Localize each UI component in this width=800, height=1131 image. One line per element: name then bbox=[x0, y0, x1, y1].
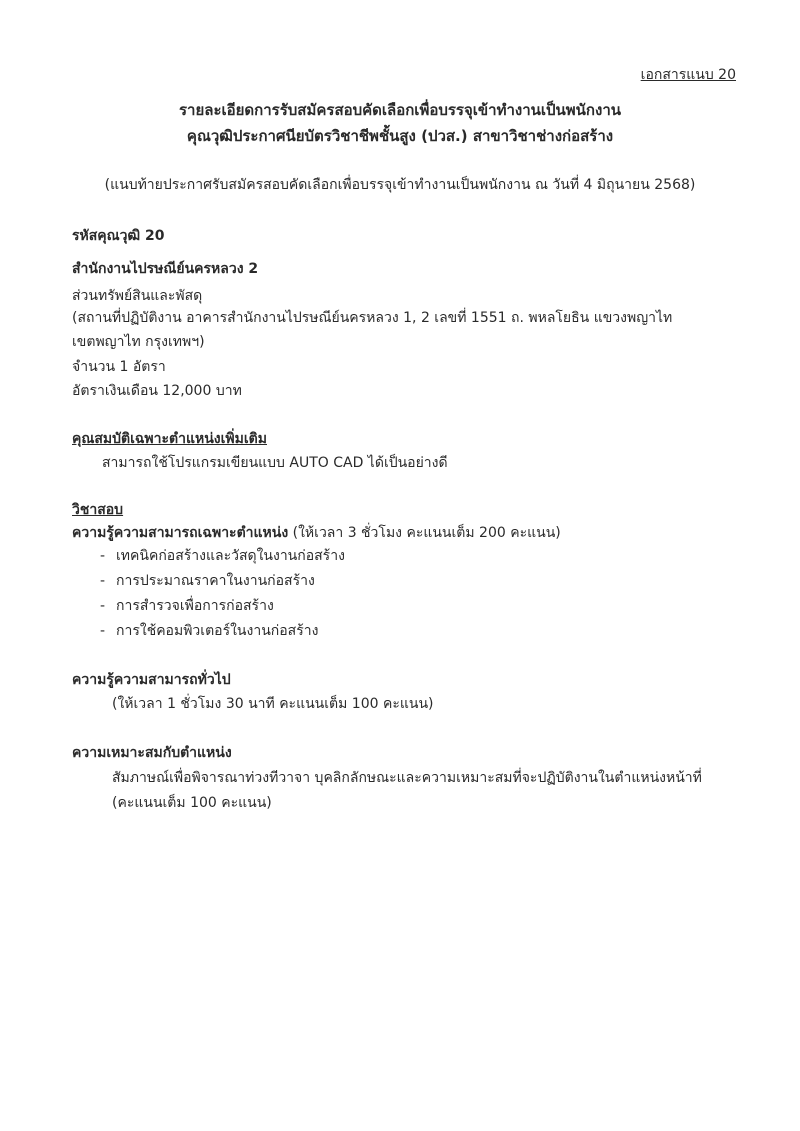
office-location-line2: เขตพญาไท กรุงเทพฯ) bbox=[72, 334, 205, 350]
document-title-line2: คุณวุฒิประกาศนียบัตรวิชาชีพชั้นสูง (ปวส.) สาขาวิชาช่างก่อสร้าง bbox=[186, 127, 614, 145]
office-salary: อัตราเงินเดือน 12,000 บาท bbox=[72, 383, 242, 399]
office-name: สำนักงานไปรษณีย์นครหลวง 2 bbox=[72, 261, 259, 277]
specific-knowledge-note: (ให้เวลา 3 ชั่วโมง คะแนนเต็ม 200 คะแนน) bbox=[288, 525, 561, 541]
extra-qualifications-text: สามารถใช้โปรแกรมเขียนแบบ AUTO CAD ได้เป็นอย่างดี bbox=[102, 455, 448, 471]
suitability-heading: ความเหมาะสมกับตำแหน่ง bbox=[72, 745, 232, 761]
list-item bbox=[100, 621, 345, 646]
exam-heading: วิชาสอบ bbox=[72, 502, 124, 518]
office-division: ส่วนทรัพย์สินและพัสดุ bbox=[72, 288, 203, 304]
list-item bbox=[100, 546, 345, 571]
qualification-code: รหัสคุณวุฒิ 20 bbox=[72, 228, 165, 244]
subject-label: การสำรวจเพื่อการก่อสร้าง bbox=[116, 598, 274, 614]
dash-bullet: - bbox=[100, 573, 106, 589]
document-subtitle: (แนบท้ายประกาศรับสมัครสอบคัดเลือกเพื่อบรรจุเข้าทำงานเป็นพนักงาน ณ วันที่ 4 มิถุนายน 2568) bbox=[104, 177, 696, 193]
specific-subjects-list bbox=[100, 546, 345, 646]
specific-knowledge-heading: ความรู้ความสามารถเฉพาะตำแหน่ง bbox=[72, 525, 289, 541]
suitability-text: สัมภาษณ์เพื่อพิจารณาท่วงทีวาจา บุคลิกลักษณะและความเหมาะสมที่จะปฏิบัติงานในตำแหน่งหน้าที่ bbox=[112, 770, 702, 786]
list-item bbox=[100, 596, 345, 621]
office-positions: จำนวน 1 อัตรา bbox=[72, 359, 166, 375]
subject-label: การใช้คอมพิวเตอร์ในงานก่อสร้าง bbox=[116, 623, 319, 639]
subject-label: เทคนิคก่อสร้างและวัสดุในงานก่อสร้าง bbox=[116, 548, 345, 564]
dash-bullet: - bbox=[100, 548, 106, 564]
extra-qualifications-heading: คุณสมบัติเฉพาะตำแหน่งเพิ่มเติม bbox=[72, 431, 267, 447]
dash-bullet: - bbox=[100, 623, 106, 639]
general-knowledge-heading: ความรู้ความสามารถทั่วไป bbox=[72, 672, 231, 688]
list-item bbox=[100, 571, 345, 596]
suitability-note: (คะแนนเต็ม 100 คะแนน) bbox=[112, 795, 272, 811]
specific-knowledge-line bbox=[72, 522, 561, 544]
document-title-line1: รายละเอียดการรับสมัครสอบคัดเลือกเพื่อบรรจุเข้าทำงานเป็นพนักงาน bbox=[178, 101, 622, 119]
subject-label: การประมาณราคาในงานก่อสร้าง bbox=[116, 573, 315, 589]
office-location-line1: (สถานที่ปฏิบัติงาน อาคารสำนักงานไปรษณีย์นครหลวง 1, 2 เลขที่ 1551 ถ. พหลโยธิน แขวงพญาไท bbox=[72, 310, 673, 326]
general-knowledge-note: (ให้เวลา 1 ชั่วโมง 30 นาที คะแนนเต็ม 100 คะแนน) bbox=[112, 696, 434, 712]
dash-bullet: - bbox=[100, 598, 106, 614]
attachment-label: เอกสารแนบ 20 bbox=[640, 67, 736, 83]
